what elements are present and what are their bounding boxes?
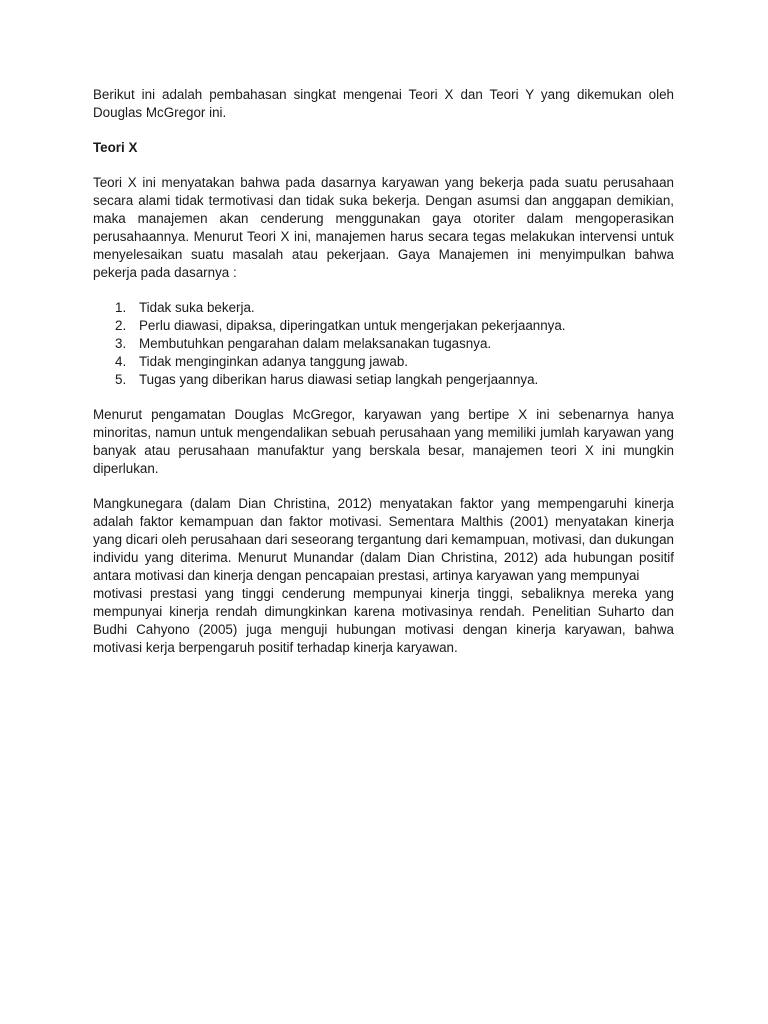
assumption-list [93, 299, 674, 389]
list-item [93, 335, 674, 353]
document-body [93, 86, 674, 657]
list-text: Perlu diawasi, dipaksa, diperingatkan untuk mengerjakan pekerjaannya. [139, 318, 566, 333]
list-item [93, 353, 674, 371]
list-number: 2. [115, 318, 127, 333]
list-text: Membutuhkan pengarahan dalam melaksanakan tugasnya. [139, 336, 492, 351]
intro-paragraph: Berikut ini adalah pembahasan singkat mengenai Teori X dan Teori Y yang dikemukan oleh Douglas McGregor ini. [93, 87, 674, 120]
list-item [93, 371, 674, 389]
motivation-paragraph-part-2: motivasi prestasi yang tinggi cenderung mempunyai kinerja tinggi, sebaliknya mereka yang mempunyai kinerja rendah dimungkinkan karena motivasinya rendah. Penelitian Suharto dan Budhi Cahyono (2005) juga menguji hubungan motivasi dengan kinerja karyawan, bahwa motivasi kerja berpengaruh positif terhadap kinerja karyawan. [93, 586, 674, 655]
theory-x-paragraph: Teori X ini menyatakan bahwa pada dasarnya karyawan yang bekerja pada suatu perusahaan secara alami tidak termotivasi dan tidak suka bekerja. Dengan asumsi dan anggapan demikian, maka manajemen akan cenderung menggunakan gaya otoriter dalam mengoperasikan perusahaannya. Menurut Teori X ini, manajemen harus secara tegas melakukan intervensi untuk menyelesaikan suatu masalah atau pekerjaan. Gaya Manajemen ini menyimpulkan bahwa pekerja pada dasarnya : [93, 175, 674, 280]
list-text: Tidak suka bekerja. [139, 300, 255, 315]
list-item [93, 317, 674, 335]
list-item [93, 299, 674, 317]
list-number: 1. [115, 300, 127, 315]
list-text: Tidak menginginkan adanya tanggung jawab. [139, 354, 408, 369]
mcgregor-observation-paragraph: Menurut pengamatan Douglas McGregor, karyawan yang bertipe X ini sebenarnya hanya minoritas, namun untuk mengendalikan sebuah perusahaan yang memiliki jumlah karyawan yang banyak atau perusahaan manufaktur yang berskala besar, manajemen teori X ini mungkin diperlukan. [93, 407, 674, 476]
list-number: 4. [115, 354, 127, 369]
list-number: 3. [115, 336, 127, 351]
list-number: 5. [115, 372, 127, 387]
list-text: Tugas yang diberikan harus diawasi setiap langkah pengerjaannya. [139, 372, 539, 387]
section-heading: Teori X [93, 140, 138, 155]
motivation-paragraph-part-1: Mangkunegara (dalam Dian Christina, 2012) menyatakan faktor yang mempengaruhi kinerja adalah faktor kemampuan dan faktor motivasi. Sementara Malthis (2001) menyatakan kinerja yang dicari oleh perusahaan dari seseorang tergantung dari kemampuan, motivasi, dan dukungan individu yang diterima. Menurut Munandar (dalam Dian Christina, 2012) ada hubungan positif antara motivasi dan kinerja dengan pencapaian prestasi, artinya karyawan yang mempunyai [93, 496, 674, 583]
